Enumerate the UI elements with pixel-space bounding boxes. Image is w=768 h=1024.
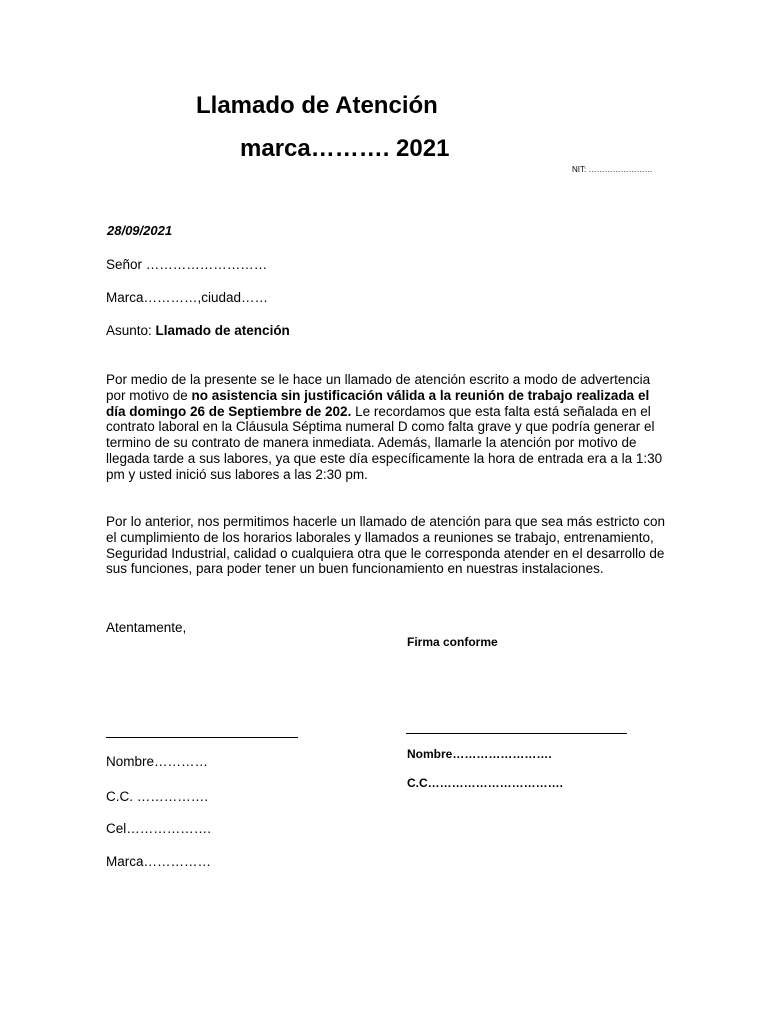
letter-date: 28/09/2021: [107, 223, 173, 238]
paragraph-1-intro: Por medio de la presente se le hace un llamado de atención escrito a modo de advertencia por motivo de: [106, 372, 651, 403]
right-nombre-field: Nombre…………………….: [407, 747, 552, 761]
left-cc-field: C.C. …………….: [106, 789, 209, 804]
signature-line-right: [406, 733, 627, 734]
firma-conforme-label: Firma conforme: [407, 635, 498, 649]
subject-line: [106, 323, 290, 338]
document-subtitle: marca………. 2021: [240, 135, 450, 162]
marca-ciudad-line: Marca…………,ciudad……: [106, 290, 269, 305]
paragraph-1-rest: Le recordamos que esta falta está señalada en el contrato laboral en la Cláusula Séptima numeral D como falta grave y que podría generar el termino de su contrato de manera inmediata. Además, llamarle la atención por motivo de llegada tarde a sus labores, ya que este día específicamente la hora de entrada era a la 1:30 pm y usted inició sus labores a las 2:30 pm.: [106, 403, 663, 482]
closing-text: Atentamente,: [106, 620, 187, 635]
body-paragraph-1: [106, 372, 666, 483]
left-marca-field: Marca……………: [106, 854, 212, 869]
left-nombre-field: Nombre…………: [106, 754, 209, 769]
subject-value: Llamado de atención: [155, 323, 290, 338]
recipient-line: Señor ………………………: [106, 257, 268, 272]
left-cel-field: Cel……………….: [106, 821, 212, 836]
nit-field: NIT: ……………………: [572, 165, 653, 174]
document-title: Llamado de Atención: [196, 92, 438, 119]
signature-line-left: [106, 737, 298, 738]
paragraph-1-emphasis: no asistencia sin justificación válida a la reunión de trabajo realizada el día domingo 26 de Septiembre de 202.: [106, 387, 650, 419]
subject-label: Asunto:: [106, 323, 156, 338]
right-cc-field: C.C…………………………….: [407, 776, 563, 790]
body-paragraph-2: Por lo anterior, nos permitimos hacerle un llamado de atención para que sea más estricto con el cumplimiento de los horarios laborales y llamados a reuniones se trabajo, entrenamiento, Seguridad Industrial, calidad o cualquiera otra que le corresponda atender en el desarrollo de sus funciones, para poder tener un buen funcionamiento en nuestras instalaciones.: [106, 514, 666, 577]
